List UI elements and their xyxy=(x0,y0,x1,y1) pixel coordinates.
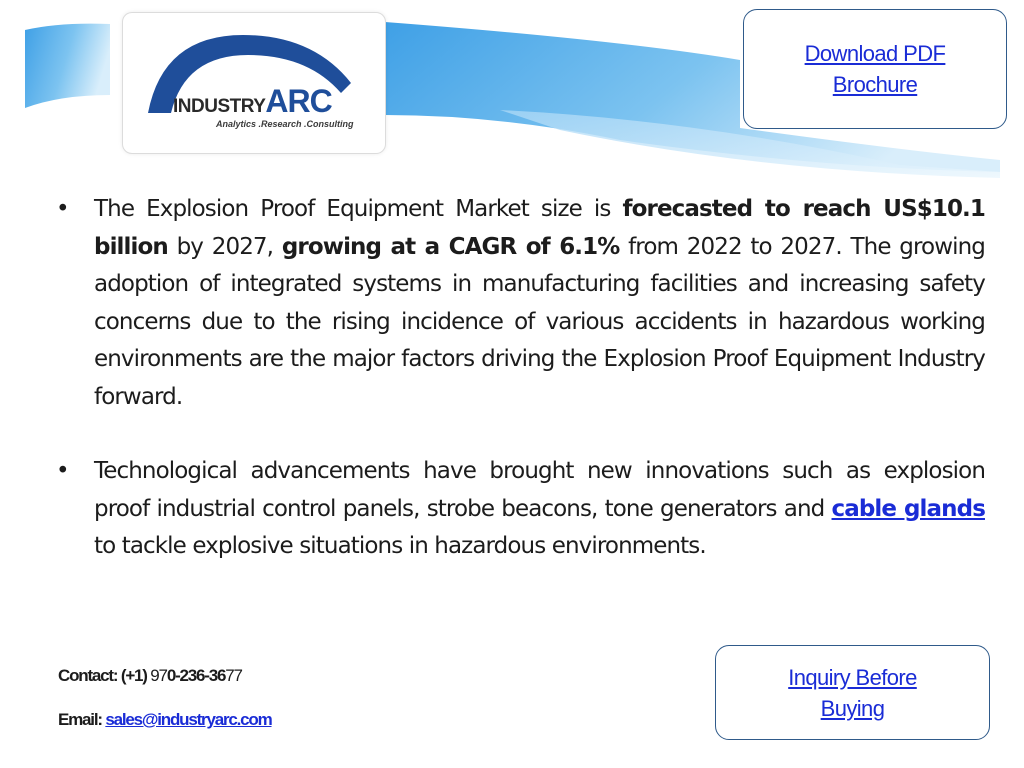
logo-tagline: Analytics .Research .Consulting xyxy=(216,119,354,129)
inquiry-before-buying-button[interactable] xyxy=(715,645,990,740)
logo-wordmark-industry: INDUSTRY xyxy=(173,96,266,117)
cable-glands-link[interactable]: cable glands xyxy=(831,495,985,522)
bullet-market-size: • The Explosion Proof Equipment Market size is forecasted to reach US$10.1 billion by 2027, growing at a CAGR of 6.1% from 2022 to 2027. The growing adoption of integrated systems in manufacturing facilities and increasing safety concerns due to the rising incidence of various accidents in hazardous working environments are the major factors driving the Explosion Proof Equipment Industry forward. xyxy=(56,191,985,416)
bullet-icon: • xyxy=(56,196,69,222)
bullet-icon: • xyxy=(56,458,69,484)
bullet-technology: • Technological advancements have brought new innovations such as explosion proof industrial control panels, strobe beacons, tone generators and cable glands to tackle explosive situations in hazardous environments. xyxy=(56,453,985,566)
download-pdf-brochure-button[interactable] xyxy=(743,9,1007,129)
main-content xyxy=(56,191,985,566)
company-logo xyxy=(122,12,386,154)
download-pdf-brochure-link[interactable]: Download PDF Brochure xyxy=(804,41,946,97)
email-link[interactable]: sales@industryarc.com xyxy=(105,710,272,729)
contact-email: Email: sales@industryarc.com xyxy=(58,710,272,729)
forecast-highlight: forecasted to reach US$10.1 billion xyxy=(94,196,985,260)
cagr-highlight: growing at a CAGR of 6.1% xyxy=(281,233,620,260)
logo-wordmark xyxy=(173,83,332,120)
logo-wordmark-arc: ARC xyxy=(265,83,332,119)
contact-phone: Contact: (+1) 970-236-3677 xyxy=(58,666,242,685)
inquiry-before-buying-link[interactable]: Inquiry Before Buying xyxy=(788,664,917,721)
